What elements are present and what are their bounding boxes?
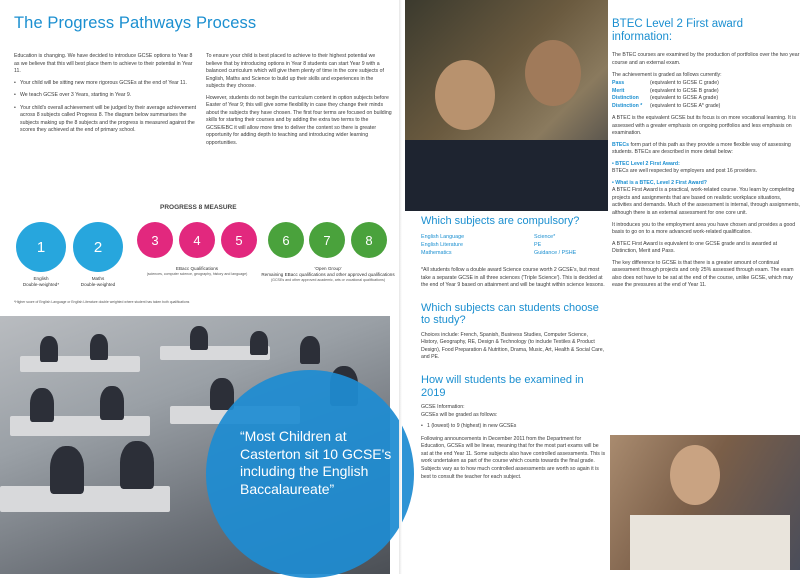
grade-row bbox=[612, 80, 800, 88]
choose-heading: Which subjects can students choose to study? bbox=[421, 301, 599, 327]
open-group-label bbox=[258, 266, 398, 283]
subject-item: Science* bbox=[534, 233, 556, 240]
what-heading: • What is a BTEC, Level 2 First Award? bbox=[612, 179, 707, 186]
progress-circle-1: 1 bbox=[16, 222, 66, 272]
gcse-paragraph: Following announcements in December 2011 from the Department for Education, GCSEs will be linear, meaning that for the most part exams will be sat at the end Year 11. Some subjects also have controlled assessments. This is work undertaken as part of the course which counts towards the final grade. Subjects vary as to how much controlled assessments are worth so again it is best to consult the teacher for each subject. bbox=[421, 435, 606, 480]
grade-name: Distinction * bbox=[612, 102, 643, 109]
maths-label-sub: Double-weighted bbox=[80, 281, 116, 287]
grade-name: Pass bbox=[612, 80, 625, 87]
grade-name: Distinction bbox=[612, 95, 639, 102]
gcse-info-label: GCSE Information: bbox=[421, 404, 465, 411]
btecs-paragraph bbox=[612, 142, 800, 157]
choices-text: Choices include: French, Spanish, Business Studies, Computer Science, History, Geography, RE, Design & Technology (to include Textiles & Product Design), Food Preparation & Nutrition, Drama, Music, Art, Health & Social Care, and PE. bbox=[421, 331, 605, 361]
grade-list bbox=[612, 80, 800, 110]
ebacc-label bbox=[142, 266, 252, 277]
btec-title: BTEC Level 2 First award information: bbox=[612, 18, 744, 44]
equiv-one-text: A BTEC First Award is equivalent to one GCSE grade and is awarded at Distinction, Merit and Pass. bbox=[612, 240, 778, 255]
btec-intro: The BTEC courses are examined by the production of portfolios over the two year course and an external exam. bbox=[612, 52, 800, 66]
open-group-label-sub: (GCSEs and other approved academic, arts or vocational qualifications) bbox=[270, 277, 386, 282]
middle-column bbox=[421, 215, 606, 485]
science-note: *All students follow a double award Science course worth 2 GCSE's, but most take a separate GCSE in all three sciences ('Triple Science'). This is decided at the end of Year 9 based on attainment and will be taught within science lessons. bbox=[421, 266, 605, 289]
award-heading: • BTEC Level 2 First Award: bbox=[612, 160, 680, 167]
award-block bbox=[612, 161, 800, 176]
what-block bbox=[612, 180, 800, 218]
english-label-sub: Double-weighted* bbox=[22, 281, 60, 287]
bullet-item: • 1 (lowest) to 9 (highest) in new GCSEs bbox=[421, 423, 606, 431]
page-title: The Progress Pathways Process bbox=[14, 14, 257, 32]
btec-equiv-text: A BTEC is the equivalent GCSE but its focus is on more vocational learning. It is assessed with a greater emphasis on ongoing portfolios and less emphasis on examination. bbox=[612, 115, 796, 137]
progress-circle-4: 4 bbox=[179, 222, 215, 258]
compulsory-heading: Which subjects are compulsory? bbox=[421, 215, 580, 227]
grade-row bbox=[612, 103, 800, 111]
right-column bbox=[612, 18, 800, 294]
grade-equiv: (equivalent to GCSE B grade) bbox=[650, 87, 719, 94]
open-group-label-text-2: Remaining EBacc qualifications and other approved qualifications bbox=[261, 271, 395, 277]
page-fold bbox=[399, 0, 402, 574]
english-label-text: English bbox=[33, 276, 49, 281]
award-text: BTECs are well respected by employers and post 16 providers. bbox=[612, 168, 758, 175]
subject-item: English Literature bbox=[421, 241, 463, 248]
ebacc-label-sub: (sciences, computer science, geography, history and language) bbox=[146, 271, 248, 276]
subject-item: Mathematics bbox=[421, 249, 452, 256]
options-column bbox=[206, 53, 392, 151]
progress-circle-5: 5 bbox=[221, 222, 257, 258]
examined-heading: How will students be examined in 2019 bbox=[421, 373, 584, 399]
grade-equiv: (equivalent to GCSE C grade) bbox=[650, 80, 719, 87]
grade-equiv: (equivalent to GCSE A grade) bbox=[650, 95, 719, 102]
subject-item: PE bbox=[534, 241, 542, 248]
progress-circle-3: 3 bbox=[137, 222, 173, 258]
bullet-item: • We teach GCSE over 3 Years, starting in Year 9. bbox=[14, 92, 197, 100]
students-photo bbox=[405, 0, 608, 211]
open-group-label-text: 'Open Group' bbox=[314, 266, 342, 271]
gcse-info bbox=[421, 404, 606, 419]
grade-equiv: (equivalent to GCSE A* grade) bbox=[650, 102, 721, 109]
english-label bbox=[14, 276, 68, 288]
bullet-item: • Your child's overall achievement will be judged by their average achievement across 8 subjects called Progress 8. The diagram below summarises the subjects making up the 8 subjects and the progress is measured against the scores they achieved at the end of primary school. bbox=[14, 105, 197, 135]
intro-text: Education is changing. We have decided to introduce GCSE options to Year 8 as we believe that this will best place them to achieve to their potential in Year 11. bbox=[14, 53, 193, 75]
btecs-rest: form part of this path as they provide a more flexible way of assessing students. BTECs are described in more detail below: bbox=[612, 141, 791, 156]
progress8-title: PROGRESS 8 MEASURE bbox=[160, 204, 237, 211]
compulsory-subjects bbox=[421, 233, 606, 257]
progress-circle-2: 2 bbox=[73, 222, 123, 272]
options-text: To ensure your child is best placed to achieve to their highest potential we believe that by introducing options in Year 8 students can start Year 9 with a balanced curriculum which will give them plenty of time in the core subjects of English, Maths and Science to build up their skills and experiences in the subjects they choose. bbox=[206, 53, 384, 90]
footnote: *Higher score of English Language or English Literature double weighted where student has taken both qualifications bbox=[14, 300, 190, 304]
grade-row bbox=[612, 88, 800, 96]
subject-item: Guidance / PSHE bbox=[534, 249, 577, 256]
key-difference-text: The key difference to GCSE is that there is a greater amount of continual assessment through projects and only 25% assessed through exam. The exam also does not have to be sat at the end of the course, unlike GCSE, which may ease the pressures at the end of Year 11. bbox=[612, 259, 794, 289]
maths-label-text: Maths bbox=[91, 276, 105, 281]
intro-column bbox=[14, 53, 197, 140]
graded-intro: The achievement is graded as follows currently: bbox=[612, 71, 722, 78]
grade-name: Merit bbox=[612, 87, 625, 94]
maths-label bbox=[71, 276, 125, 288]
gcse-bullets bbox=[421, 423, 606, 431]
subject-item: English Language bbox=[421, 233, 465, 240]
options-text-2: However, students do not begin the curriculum content in option subjects before Easter of Year 9; this will give some flexibility in case they change their minds about the subjects they have chosen. The first four terms are focused on building skills for starting their courses and by adding the extra two terms to the GCSE/EBC it will allow more time to deliver the content so there is greater opportunity for adding depth to teaching and introducing wider learning opportunities. bbox=[206, 94, 392, 146]
employment-text: It introduces you to the employment area you have chosen and provides a good basis to go on to a more advanced work-related qualification. bbox=[612, 221, 796, 236]
progress-circle-6: 6 bbox=[268, 222, 304, 258]
what-text: A BTEC First Award is a practical, work-related course. You learn by completing projects and assignments that are based on realistic workplace situations, activities and demands. Much of the assessment is internal, through assignments, although there is an external assessment for one core unit. bbox=[612, 187, 800, 216]
btecs-lead: BTECs bbox=[612, 141, 630, 148]
quote-text: “Most Children at Casterton sit 10 GCSE's including the English Baccalaureate” bbox=[240, 428, 392, 497]
student-working-photo bbox=[610, 435, 800, 570]
progress-circle-8: 8 bbox=[351, 222, 387, 258]
ebacc-label-text: EBacc Qualifications bbox=[175, 266, 219, 271]
bullet-item: • Your child will be sitting new more rigorous GCSEs at the end of Year 11. bbox=[14, 80, 197, 88]
intro-bullets bbox=[14, 80, 197, 135]
grade-row bbox=[612, 95, 800, 103]
progress-circle-7: 7 bbox=[309, 222, 345, 258]
gcse-graded-text: GCSEs will be graded as follows: bbox=[421, 411, 498, 418]
